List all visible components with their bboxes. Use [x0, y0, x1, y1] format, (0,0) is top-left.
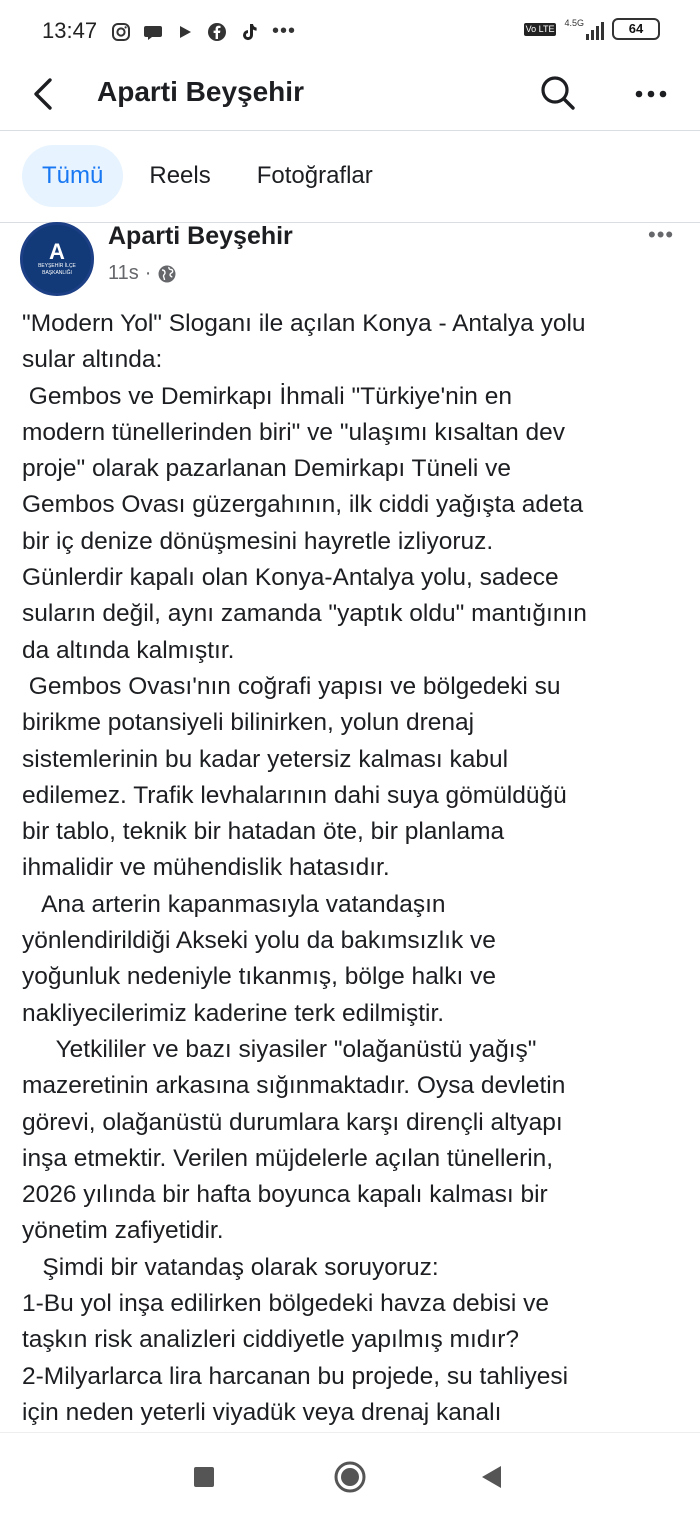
post-text-line: 1-Bu yol inşa edilirken bölgedeki havza debisi ve	[22, 1290, 550, 1318]
instagram-icon	[110, 21, 132, 43]
meta-separator: ·	[144, 262, 152, 284]
header-divider	[0, 130, 700, 131]
post-author[interactable]: Aparti Beyşehir	[108, 222, 293, 250]
volte-icon: Vo LTE	[525, 23, 555, 34]
facebook-icon	[206, 21, 228, 43]
tab-photos[interactable]: Fotoğraflar	[256, 162, 373, 189]
post-meta	[108, 262, 177, 285]
page-header	[0, 62, 700, 130]
post-text-line: yönetim zafiyetidir.	[22, 1217, 224, 1245]
post-text-line: edilemez. Trafik levhalarının dahi suya gömüldüğü	[22, 781, 567, 809]
network-label: 4.5G	[564, 18, 584, 28]
back-arrow-icon[interactable]	[26, 74, 66, 114]
notification-icons	[110, 20, 296, 43]
more-notifications-icon: •••	[272, 20, 297, 42]
battery-icon: 64	[612, 18, 660, 40]
filter-tabs	[22, 145, 393, 207]
system-status	[524, 18, 660, 40]
avatar[interactable]	[20, 222, 94, 296]
back-icon[interactable]	[472, 1457, 512, 1497]
post-text-line: yönlendirildiği Akseki yolu da bakımsızlık ve	[22, 927, 496, 955]
post-text-line: da altında kalmıştır.	[22, 636, 235, 664]
post-text-line: görevi, olağanüstü durumlara karşı dirençli altyapı	[22, 1108, 563, 1136]
chat-icon	[142, 21, 164, 43]
system-nav-bar	[0, 1432, 700, 1517]
post-text-line: nakliyecilerimiz kaderine terk edilmiştir.	[22, 999, 445, 1027]
signal-icon	[564, 18, 604, 40]
post-text-line: proje" olarak pazarlanan Demirkapı Tüneli ve	[22, 455, 511, 483]
post-text-line: Yetkililer ve bazı siyasiler "olağanüstü yağış"	[22, 1035, 537, 1063]
status-time: 13:47	[42, 18, 98, 43]
post-text-line: inşa etmektir. Verilen müjdelerle açılan tünellerin,	[22, 1144, 554, 1172]
more-options-icon[interactable]	[630, 72, 672, 114]
post-text-line: 2-Milyarlarca lira harcanan bu projede, su tahliyesi	[22, 1362, 569, 1390]
post-text-line: Gembos Ovası'nın coğrafi yapısı ve bölgedeki su	[22, 672, 561, 700]
page-title: Aparti Beyşehir	[97, 76, 304, 107]
post-time[interactable]: 11s	[108, 262, 139, 284]
avatar-logo-letter: A	[49, 239, 65, 264]
post-text	[22, 306, 682, 1431]
post-text-line: sistemlerinin bu kadar yetersiz kalması kabul	[22, 745, 509, 773]
status-bar	[0, 0, 700, 62]
post-text-line: için neden yeterli viyadük veya drenaj kanalı	[22, 1398, 502, 1426]
post-text-line: birikme potansiyeli bilinirken, yolun drenaj	[22, 709, 475, 737]
post-text-line: ihmalidir ve mühendislik hatasıdır.	[22, 854, 390, 882]
globe-icon	[157, 264, 177, 284]
search-icon[interactable]	[536, 72, 578, 114]
post-text-line: yoğunluk nedeniyle tıkanmış, bölge halkı ve	[22, 963, 496, 991]
tiktok-icon	[238, 21, 260, 43]
play-icon	[174, 21, 196, 43]
post-more-button[interactable]: •••	[648, 222, 675, 247]
post-text-line: bir iç denize dönüşmesini hayretle izliyoruz.	[22, 527, 494, 555]
post-text-line: sular altında:	[22, 346, 163, 374]
post-text-line: Şimdi bir vatandaş olarak soruyoruz:	[22, 1253, 439, 1281]
avatar-logo-text: BEYŞEHİR İLÇE BAŞKANLIĞI	[38, 263, 76, 276]
post-text-line: bir tablo, teknik bir hatadan öte, bir planlama	[22, 818, 505, 846]
post-text-line: "Modern Yol" Sloganı ile açılan Konya - Antalya yolu	[22, 310, 586, 337]
post-text-line: suların değil, aynı zamanda "yaptık oldu" mantığının	[22, 600, 587, 628]
post-text-line: Ana arterin kapanmasıyla vatandaşın	[22, 890, 446, 918]
tab-all[interactable]: Tümü	[22, 145, 123, 207]
post-text-line: Günlerdir kapalı olan Konya-Antalya yolu, sadece	[22, 564, 559, 592]
post-text-line: modern tünellerinden biri" ve "ulaşımı kısaltan dev	[22, 418, 566, 446]
post-text-line: Gembos Ovası güzergahının, ilk ciddi yağışta adeta	[22, 491, 584, 519]
recent-apps-icon[interactable]	[184, 1457, 224, 1497]
tabs-divider	[0, 222, 700, 223]
home-icon[interactable]	[330, 1457, 370, 1497]
post-text-line: Gembos ve Demirkapı İhmali "Türkiye'nin en	[22, 382, 512, 410]
tab-reels[interactable]: Reels	[149, 162, 211, 189]
post-text-line: 2026 yılında bir hafta boyunca kapalı kalması bir	[22, 1181, 548, 1209]
post-text-line: mazeretinin arkasına sığınmaktadır. Oysa devletin	[22, 1072, 566, 1100]
post-text-line: taşkın risk analizleri ciddiyetle yapılmış mıdır?	[22, 1326, 519, 1354]
